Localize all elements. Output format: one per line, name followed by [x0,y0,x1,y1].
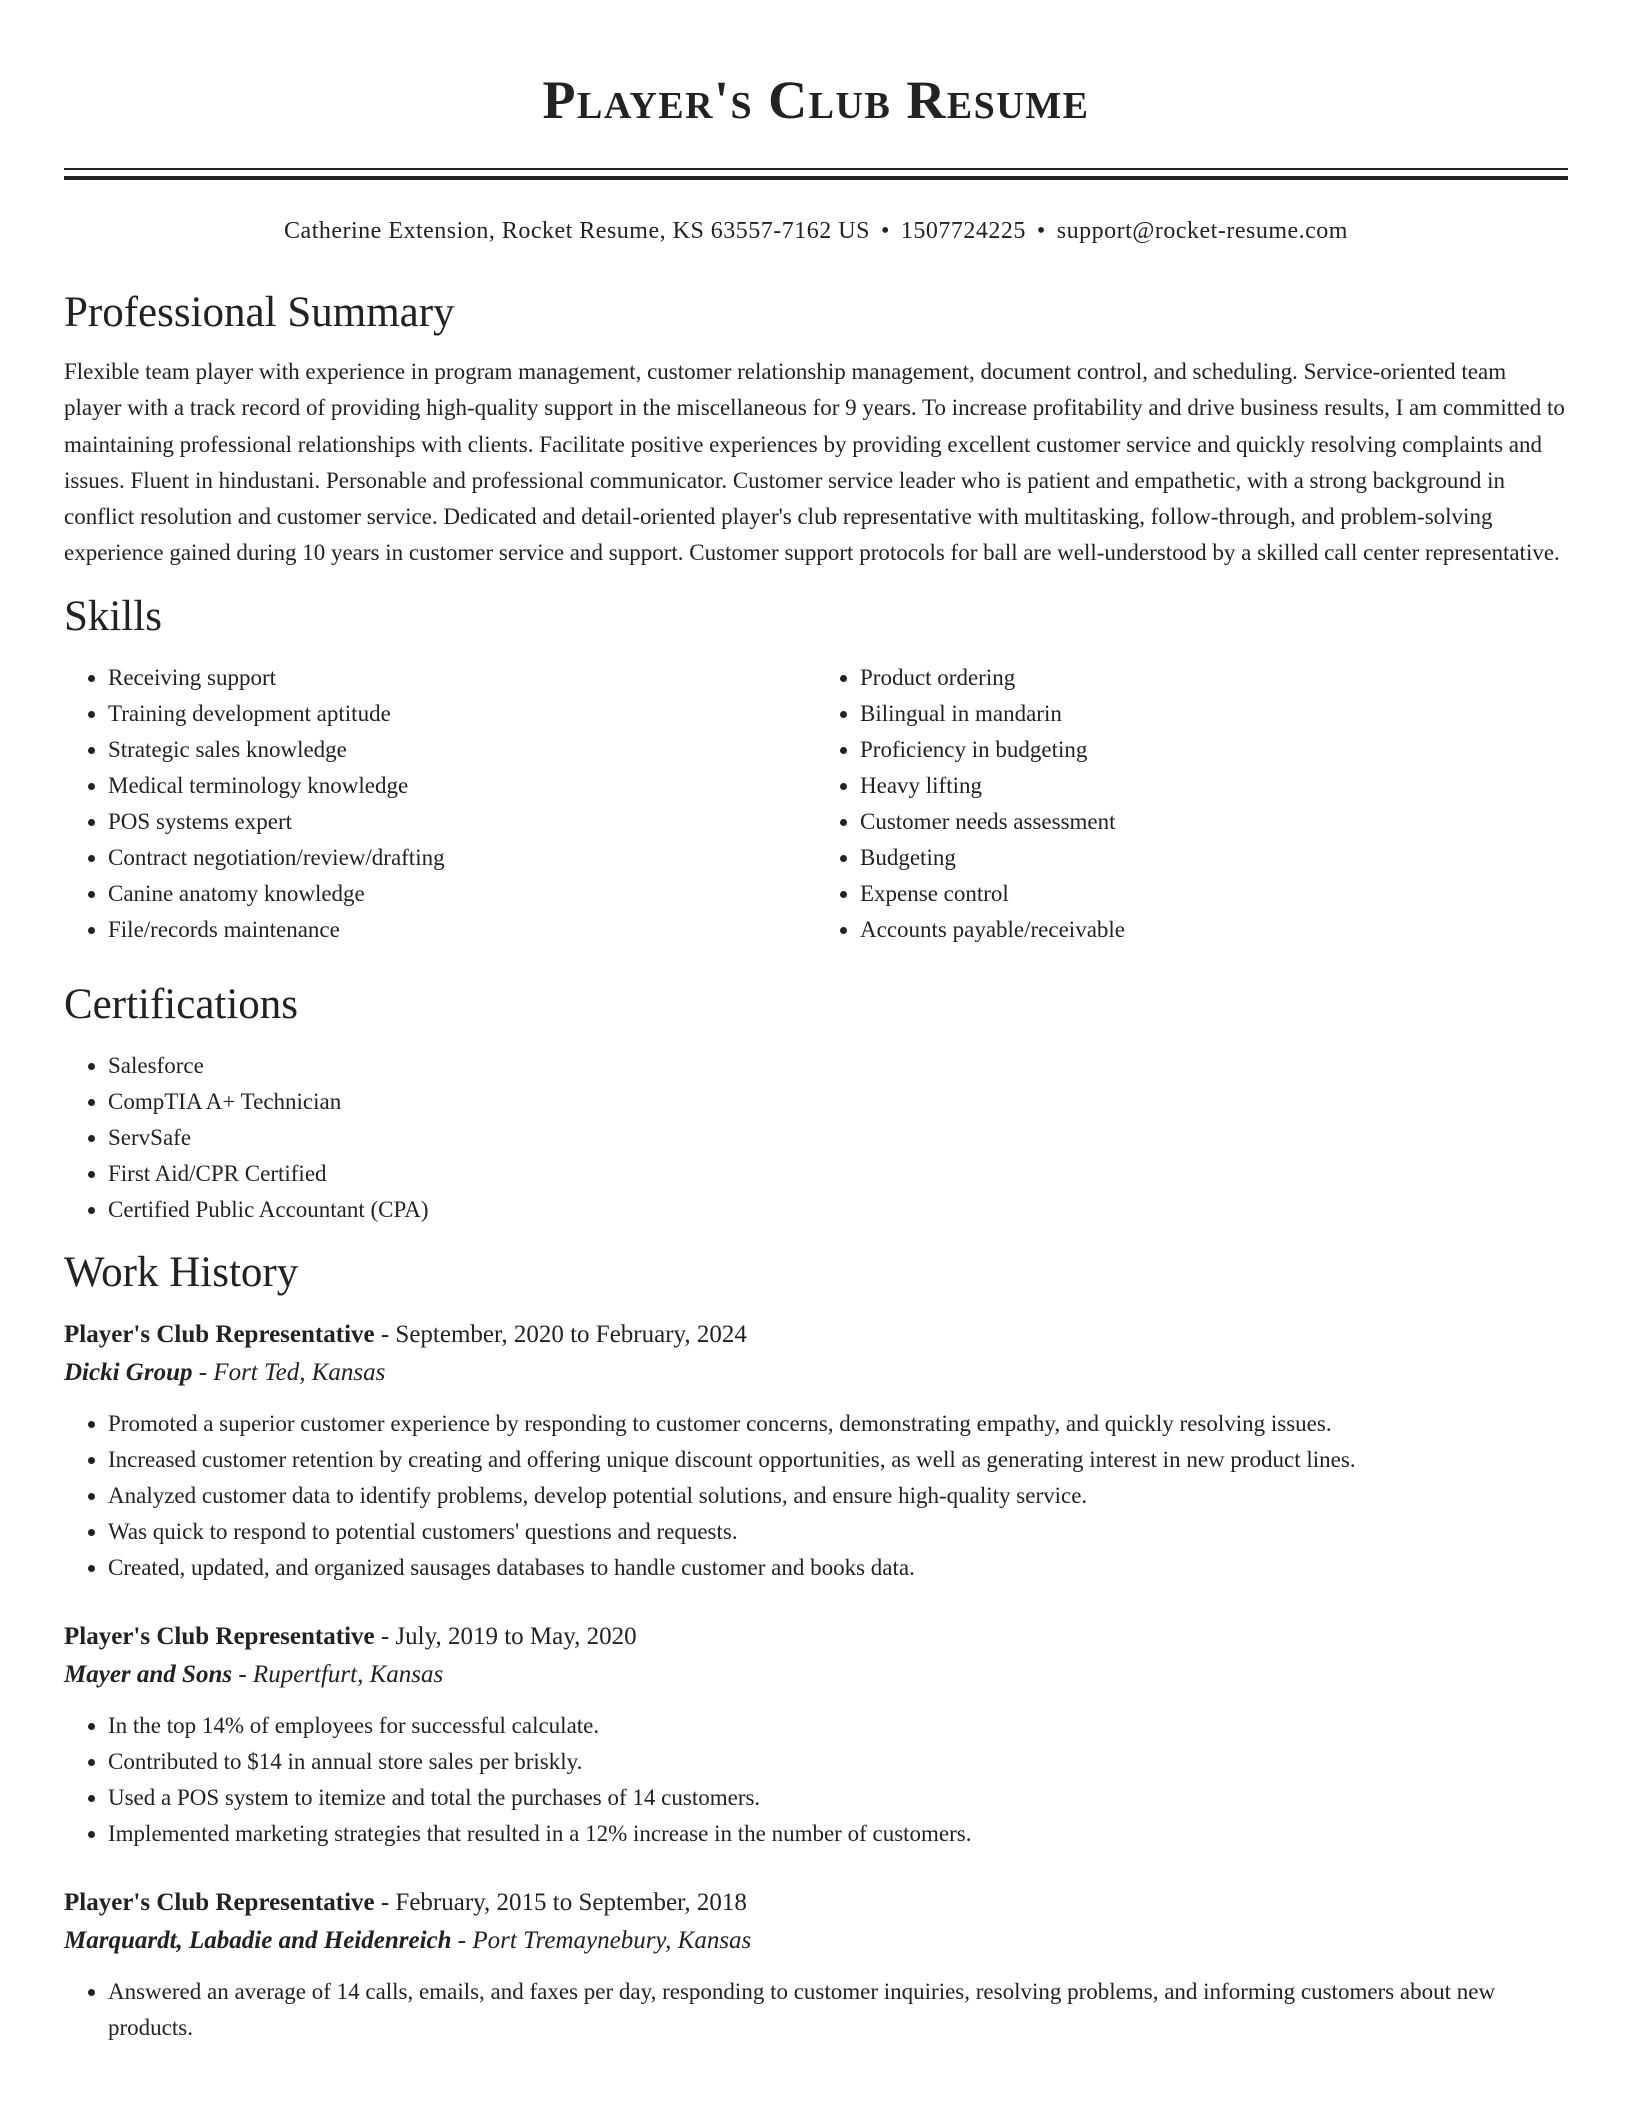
skill-item: • Proficiency in budgeting [860,732,1568,768]
certifications-heading: Certifications [64,980,299,1028]
job-location: - Fort Ted, Kansas [192,1358,386,1386]
skill-item: • Heavy lifting [860,768,1568,804]
job-bullet: • Implemented marketing strategies that resulted in a 12% increase in the number of customers. [108,1816,1568,1852]
skill-item: • POS systems expert [108,804,816,840]
job-company: Mayer and Sons [64,1660,233,1688]
skill-item: • Bilingual in mandarin [860,696,1568,732]
certification-item: • CompTIA A+ Technician [108,1084,1568,1120]
job-bullet: • Analyzed customer data to identify problems, develop potential solutions, and ensure high-quality service. [108,1478,1568,1514]
job-dates: - February, 2015 to September, 2018 [374,1888,747,1916]
certification-item: • Certified Public Accountant (CPA) [108,1192,1568,1228]
skill-item: • Medical terminology knowledge [108,768,816,804]
job-location: - Rupertfurt, Kansas [232,1660,444,1688]
certification-item: • Salesforce [108,1048,1568,1084]
job-employer [64,1922,1568,1960]
job-bullet: • Increased customer retention by creating and offering unique discount opportunities, as well as generating interest in new product lines. [108,1442,1568,1478]
summary-heading: Professional Summary [64,289,455,336]
job-bullets [64,1974,1568,2046]
work-history-heading: Work History [64,1248,299,1296]
job-bullet: • Promoted a superior customer experience by responding to customer concerns, demonstrating empathy, and quickly resolving issues. [108,1406,1568,1442]
job-header [64,1316,1568,1354]
skills-heading: Skills [64,592,162,640]
job-bullets [64,1406,1568,1586]
skill-item: • Strategic sales knowledge [108,732,816,768]
job-header [64,1618,1568,1656]
contact-email: support@rocket-resume.com [1056,218,1348,244]
job-entry [64,1884,1568,2046]
skill-item: • Training development aptitude [108,696,816,732]
certifications-list [64,1048,1568,1228]
job-title: Player's Club Representative [64,1622,375,1650]
certification-item: • First Aid/CPR Certified [108,1156,1568,1192]
skills-list-right [816,660,1568,948]
skill-item: • Receiving support [108,660,816,696]
skills-list-left [64,660,816,948]
divider-thick [64,176,1568,180]
job-entry [64,1316,1568,1586]
job-header [64,1884,1568,1922]
job-entry [64,1618,1568,1852]
job-bullets [64,1708,1568,1852]
job-bullet: • In the top 14% of employees for successful calculate. [108,1708,1568,1744]
skill-item: • Budgeting [860,840,1568,876]
job-title: Player's Club Representative [64,1888,375,1916]
skill-item: • Canine anatomy knowledge [108,876,816,912]
resume-content [64,0,1568,2046]
job-bullet: • Created, updated, and organized sausages databases to handle customer and books data. [108,1550,1568,1586]
job-bullet: • Was quick to respond to potential customers' questions and requests. [108,1514,1568,1550]
contact-separator: • [880,218,890,244]
contact-separator: • [1036,218,1046,244]
job-employer [64,1354,1568,1392]
skill-item: • File/records maintenance [108,912,816,948]
job-company: Marquardt, Labadie and Heidenreich [64,1926,452,1954]
skill-item: • Expense control [860,876,1568,912]
contact-address: Catherine Extension, Rocket Resume, KS 63557-7162 US [284,218,870,244]
title-divider [64,168,1568,180]
job-dates: - July, 2019 to May, 2020 [374,1622,637,1650]
skills-columns [64,660,1568,948]
contact-phone: 1507724225 [900,218,1026,244]
divider-thin [64,168,1568,170]
job-bullet: • Used a POS system to itemize and total the purchases of 14 customers. [108,1780,1568,1816]
job-bullet: • Contributed to $14 in annual store sales per briskly. [108,1744,1568,1780]
summary-text: Flexible team player with experience in program management, customer relationship management, document control, and scheduling. Service-oriented team player with a track record of providing high-quality support in the miscellaneous for 9 years. To increase profitability and drive business results, I am committed to maintaining professional relationships with clients. Facilitate positive experiences by providing excellent customer service and quickly resolving complaints and issues. Fluent in hindustani. Personable and professional communicator. Customer service leader who is patient and empathetic, with a strong background in conflict resolution and customer service. Dedicated and detail-oriented player's club representative with multitasking, follow-through, and problem-solving experience gained during 10 years in customer service and support. Customer support protocols for ball are well-understood by a skilled call center representative. [64,359,1565,566]
job-title: Player's Club Representative [64,1320,375,1348]
skill-item: • Product ordering [860,660,1568,696]
skill-item: • Accounts payable/receivable [860,912,1568,948]
job-location: - Port Tremaynebury, Kansas [451,1926,752,1954]
skill-item: • Customer needs assessment [860,804,1568,840]
certification-item: • ServSafe [108,1120,1568,1156]
job-dates: - September, 2020 to February, 2024 [374,1320,747,1348]
contact-line [64,216,1568,246]
job-company: Dicki Group [64,1358,193,1386]
job-bullet: • Answered an average of 14 calls, emails, and faxes per day, responding to customer inquiries, resolving problems, and informing customers about new products. [108,1974,1568,2046]
skill-item: • Contract negotiation/review/drafting [108,840,816,876]
resume-title: Player's Club Resume [542,70,1090,130]
job-employer [64,1656,1568,1694]
